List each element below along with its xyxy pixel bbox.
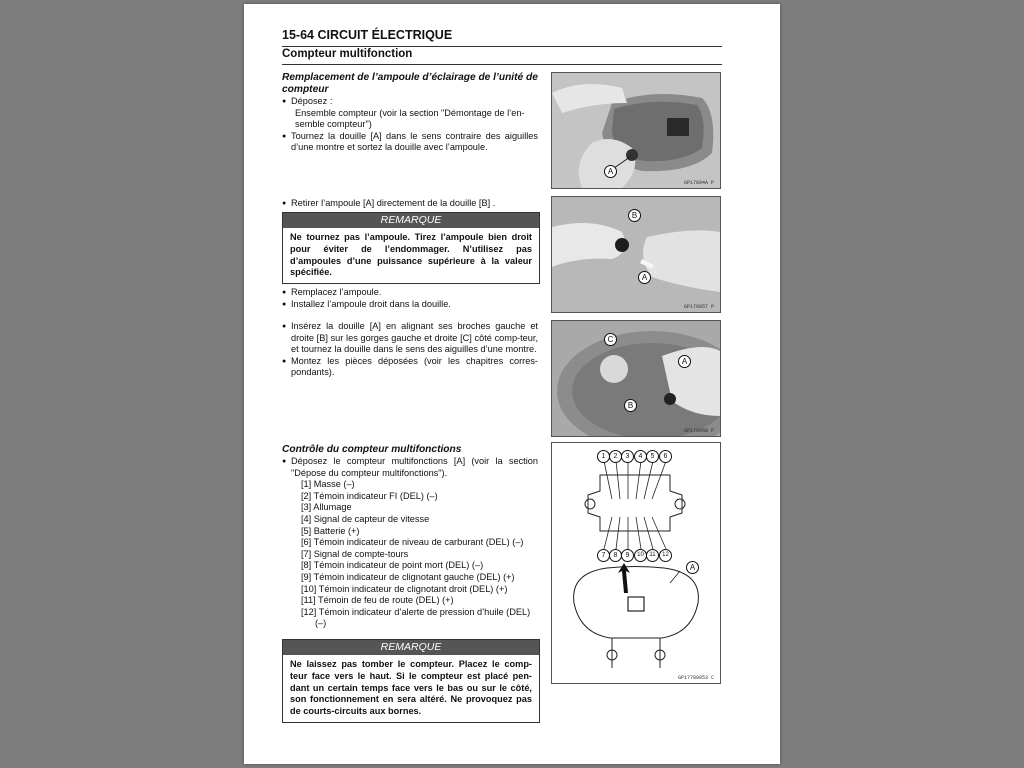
figure-3-illustration (552, 321, 720, 436)
figure-2-photo (551, 196, 721, 313)
section1-top-text (282, 72, 538, 154)
callout-label: B (628, 209, 641, 222)
pin-label: 9 (621, 549, 634, 562)
pin-labels-top (597, 450, 668, 461)
pin-list-item: (–) (315, 618, 327, 629)
pin-list (282, 479, 538, 630)
pin-list-item: [3] Allumage (301, 502, 352, 513)
callout-label: A (604, 165, 617, 178)
manual-page (244, 4, 780, 764)
figure-code: GP17896B P (683, 428, 714, 434)
title-rule (282, 46, 722, 47)
bullet-pull-bulb: ● Retirer l’ampoule [A] directement de la douille [B] . (282, 198, 538, 210)
note-1-body: Ne tournez pas l’ampoule. Tirez l’ampoule bien droit pour éviter de l’endommager. N’utilisez pas d’ampoules d’une puissance supérieure à la valeur spécifiée. (290, 232, 532, 278)
pin-list-item: [10] Témoin indicateur de clignotant droit (DEL) (+) (301, 583, 508, 594)
pin-list-item: [1] Masse (–) (301, 479, 355, 490)
pin-list-item: [5] Batterie (+) (301, 525, 360, 536)
section1-replace-text (282, 287, 538, 310)
page-title: 15-64 CIRCUIT ÉLECTRIQUE (282, 28, 453, 42)
pin-label: 11 (646, 549, 659, 562)
note-2-body: Ne laissez pas tomber le compteur. Placez le comp-teur face vers le haut. Si le compteur est placé pen-dant un certain temps face vers le bas ou sur le côté, son fonctionnement en sera altéré. Ne provoquez pas de courts-circuits aux bornes. (290, 659, 532, 717)
bullet-turn-socket: ● Tournez la douille [A] dans le sens contraire des aiguilles d’une montre et sortez la douille avec l’ampoule. (282, 131, 538, 154)
bullet-replace-bulb: ● Remplacez l’ampoule. (282, 287, 538, 299)
pin-labels-bottom (597, 549, 668, 560)
pin-label: 6 (659, 450, 672, 463)
page-subtitle: Compteur multifonction (282, 48, 413, 60)
note-1-title: REMARQUE (283, 213, 539, 228)
pin-label: 4 (634, 450, 647, 463)
note-box-2 (282, 639, 540, 723)
callout-label: A (686, 561, 699, 574)
pin-list-item: [11] Témoin de feu de route (DEL) (+) (301, 595, 454, 606)
section2-text (282, 444, 538, 630)
note-2-title: REMARQUE (283, 640, 539, 655)
bullet-insert-socket: ● Insérez la douille [A] en alignant ses broches gauche et droite [B] sur les gorges gauche et droite [C] côté comp-teur, et tournez la douille dans le sens des aiguilles d’une montre. (282, 321, 538, 356)
note-box-1 (282, 212, 540, 284)
pin-label: 12 (659, 549, 672, 562)
pin-label: 3 (621, 450, 634, 463)
figure-1-illustration (552, 73, 720, 188)
pin-list-item: [6] Témoin indicateur de niveau de carburant (DEL) (–) (301, 537, 524, 548)
section2-heading: Contrôle du compteur multifonctions (282, 444, 462, 455)
pin-label: 2 (609, 450, 622, 463)
pin-list-item: [8] Témoin indicateur de point mort (DEL) (–) (301, 560, 484, 571)
figure-1-photo (551, 72, 721, 189)
figure-3-photo (551, 320, 721, 437)
bullet-reinstall: ● Montez les pièces déposées (voir les chapitres corres-pondants). (282, 356, 538, 379)
callout-label: A (638, 271, 651, 284)
figure-code: GP17789053 C (677, 675, 714, 681)
bullet-remove: ● Déposez : (282, 96, 538, 108)
pin-list-item: [12] Témoin indicateur d’alerte de pression d’huile (DEL) (301, 606, 531, 617)
figure-code: GP17895T P (683, 304, 714, 310)
pin-label: 1 (597, 450, 610, 463)
section1-mid-text (282, 198, 538, 210)
bullet-remove-meter: ● Déposez le compteur multifonctions [A] (voir la section "Dépose du compteur multifonctions"). (282, 456, 538, 479)
section1-heading: Remplacement de l’ampoule d’éclairage de l’unité de compteur (282, 72, 538, 95)
figure-code: GP17894A P (683, 180, 714, 186)
callout-label: A (678, 355, 691, 368)
pin-label: 10 (634, 549, 647, 562)
pin-label: 5 (646, 450, 659, 463)
pin-label: 8 (609, 549, 622, 562)
bullet-install-bulb: ● Installez l’ampoule droit dans la douille. (282, 299, 538, 311)
section1-insert-text (282, 321, 538, 379)
subtitle-rule (282, 64, 722, 65)
pin-label: 7 (597, 549, 610, 562)
bullet-remove-sub: Ensemble compteur (voir la section "Démontage de l’en-semble compteur") (295, 107, 525, 130)
pin-list-item: [4] Signal de capteur de vitesse (301, 513, 430, 524)
figure-4-diagram (551, 442, 721, 684)
pin-list-item: [2] Témoin indicateur FI (DEL) (–) (301, 490, 438, 501)
callout-label: C (604, 333, 617, 346)
pin-list-item: [7] Signal de compte-tours (301, 548, 409, 559)
callout-label: B (624, 399, 637, 412)
pin-list-item: [9] Témoin indicateur de clignotant gauche (DEL) (+) (301, 571, 515, 582)
